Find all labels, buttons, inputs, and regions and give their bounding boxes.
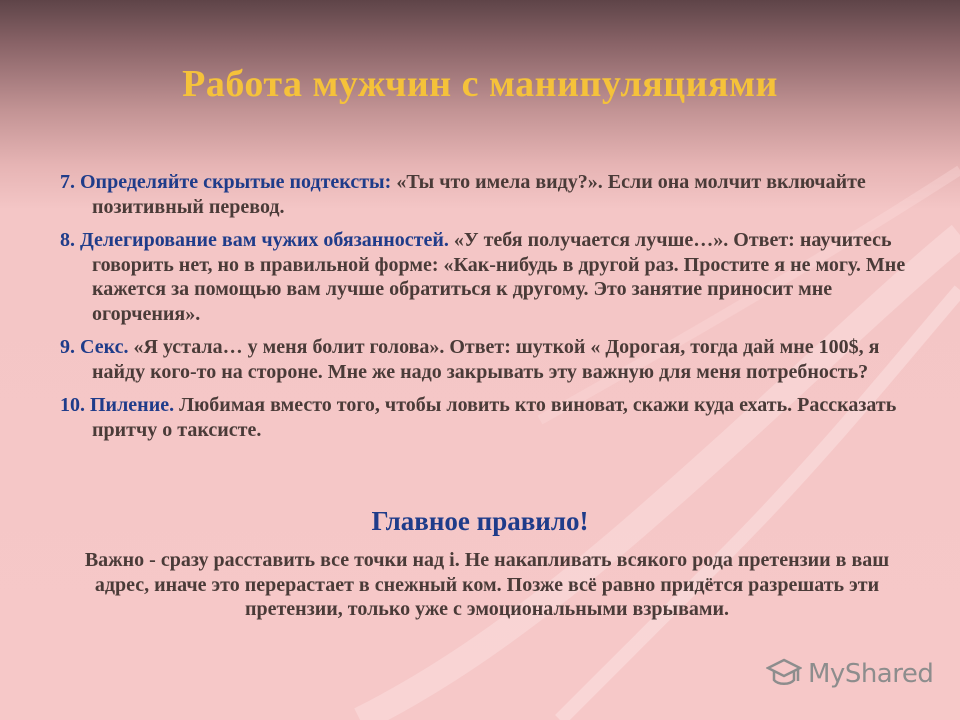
slide-title: Работа мужчин с манипуляциями <box>182 63 778 105</box>
item-text: «Я устала… у меня болит голова». Ответ: шуткой « Дорогая, тогда дай мне 100$, я найду кого-то на стороне. Мне же надо закрывать эту важную для меня потребность? <box>92 336 880 383</box>
list-item <box>60 228 910 326</box>
item-lead: 8. Делегирование вам чужих обязанностей. <box>60 229 449 251</box>
item-text: «Ты что имела виду?». Если она молчит включайте позитивный перевод. <box>92 171 866 218</box>
main-rule-heading: Главное правило! <box>371 506 589 536</box>
item-text: «У тебя получается лучше…». Ответ: научитесь говорить нет, но в правильной форме: «Как-нибудь в другой раз. Простите я не могу. Мне кажется за помощью вам лучше обратиться к другому. Это занятие приносит мне огорчения». <box>92 229 906 325</box>
list-item <box>60 335 910 384</box>
myshared-watermark <box>766 657 935 691</box>
manipulation-list <box>60 170 910 451</box>
item-lead: 9. Секс. <box>60 336 129 358</box>
mortarboard-icon <box>766 658 802 690</box>
list-item <box>60 393 910 442</box>
main-rule-text: Важно - сразу расставить все точки над i. Не накапливать всякого рода претензии в ваш адрес, иначе это перерастает в снежный ком. Позже всё равно придётся разрешать эти претензии, только уже с эмоциональными взрывами. <box>84 549 890 620</box>
item-lead: 7. Определяйте скрытые подтексты: <box>60 171 392 193</box>
item-lead: 10. Пиление. <box>60 394 175 416</box>
item-text: Любимая вместо того, чтобы ловить кто виноват, скажи куда ехать. Рассказать притчу о таксисте. <box>92 394 897 441</box>
list-item <box>60 170 910 219</box>
watermark-brand: MyShared <box>808 659 934 689</box>
